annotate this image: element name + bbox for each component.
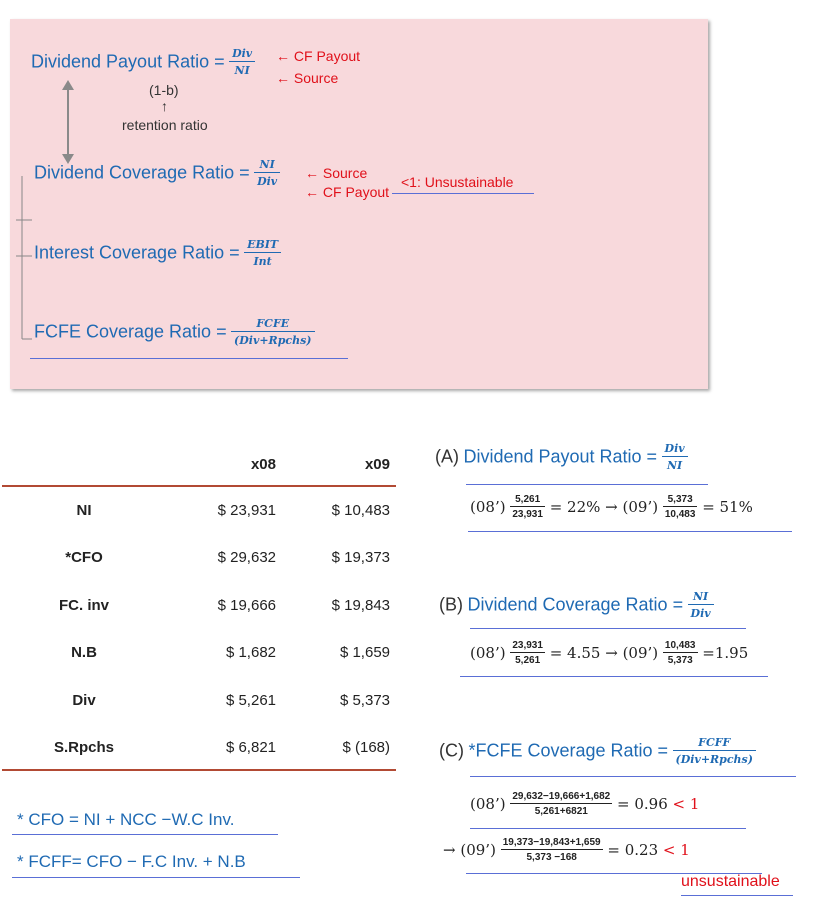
coverage-den-note: ← CF Payout: [305, 184, 390, 200]
row-label: *CFO: [65, 549, 103, 566]
calc-b-label: Dividend Coverage Ratio =: [467, 594, 684, 615]
calc-c-year-09: (09’): [460, 841, 496, 859]
table-bottom-rule: [2, 769, 396, 771]
calc-b-denominator: Div: [690, 607, 711, 620]
fcfe-label: FCFE Coverage Ratio =: [34, 321, 227, 342]
payout-label: Dividend Payout Ratio =: [31, 51, 225, 72]
calc-c-verdict: unsustainable: [681, 873, 780, 890]
payout-num-note: ← CF Payout: [276, 48, 361, 64]
interest-denominator: Int: [253, 255, 272, 268]
calc-b-year-08: (08’): [470, 644, 506, 662]
row-label: S.Rpchs: [53, 739, 114, 756]
calc-c-numerator: FCFF: [673, 736, 756, 751]
fcff-note-underline: [12, 877, 300, 878]
calc-a-year-08: (08’): [470, 498, 506, 516]
calc-b-prefix: (B): [439, 594, 463, 615]
calc-c-fraction-09: [501, 837, 603, 863]
calc-b-title: [439, 590, 714, 620]
calc-b-fraction-08: [510, 640, 545, 666]
calc-c-label: *FCFE Coverage Ratio =: [468, 740, 669, 761]
calc-c-n08: 29,632−19,666+1,682: [512, 791, 611, 802]
calc-a-d08: 23,931: [512, 509, 543, 520]
row-label: N.B: [71, 644, 97, 661]
interest-fraction: [244, 238, 281, 268]
coverage-bracket: [14, 176, 36, 342]
calc-a-denominator: NI: [666, 459, 683, 472]
calc-a-result-09: = 51%: [702, 498, 753, 516]
calc-c-arrow: →: [443, 841, 456, 859]
row-label: FC. inv: [58, 597, 109, 614]
cell-x09: $ 10,483: [331, 502, 390, 519]
calc-a-d09: 10,483: [664, 509, 696, 520]
calc-b-d09: 5,373: [667, 655, 693, 666]
calc-a-title-underline: [466, 484, 708, 485]
cell-x09: $ 19,373: [331, 549, 390, 566]
cell-x08: $ 29,632: [217, 549, 276, 566]
payout-den-note: ← Source: [276, 70, 339, 86]
calc-c-verdict-underline: [681, 895, 793, 896]
cell-x08: $ 19,666: [217, 597, 276, 614]
calc-b-values-underline: [460, 676, 768, 677]
calc-b-fraction: [688, 590, 714, 620]
calc-b-n09: 10,483: [664, 640, 696, 651]
row-label: NI: [76, 502, 92, 519]
table-top-rule: [2, 485, 396, 487]
calc-b-values: [470, 640, 748, 666]
coverage-denominator: Div: [257, 175, 278, 188]
payout-numerator: Div: [229, 47, 255, 62]
cell-x09: $ 5,373: [339, 692, 390, 709]
retention-ratio-label: retention ratio: [122, 117, 208, 133]
calc-b-d08: 5,261: [515, 655, 541, 666]
fcfe-formula: [34, 317, 315, 347]
calc-a-fraction-09: [663, 494, 698, 520]
calc-a-numerator: Div: [662, 442, 688, 457]
calc-b-result-09: =1.95: [702, 644, 749, 662]
calc-c-values-09: [443, 837, 690, 863]
calc-c-d09: 5,373 −168: [526, 852, 577, 863]
cell-x09: $ (168): [342, 739, 390, 756]
calc-a-n08: 5,261: [510, 494, 545, 507]
calc-b-year-09: (09’): [622, 644, 659, 662]
calc-a-label: Dividend Payout Ratio =: [463, 446, 658, 467]
col-header-x08: x08: [250, 456, 276, 473]
calc-c-prefix: (C): [439, 740, 464, 761]
cell-x08: $ 1,682: [225, 644, 276, 661]
calc-b-title-underline: [470, 628, 746, 629]
calc-b-result-08: = 4.55 →: [549, 644, 623, 662]
coverage-fraction: [254, 158, 280, 188]
fcfe-fraction: [231, 317, 314, 347]
fcfe-numerator: FCFE: [231, 317, 314, 332]
calc-c-result-08: = 0.96: [617, 795, 673, 813]
calc-a-prefix: (A): [435, 446, 459, 467]
cell-x08: $ 6,821: [225, 739, 276, 756]
interest-formula: [34, 238, 281, 268]
calc-a-result-08: = 22% →: [549, 498, 623, 516]
calc-c-fraction-08: [510, 791, 612, 817]
calc-c-values-08: [470, 791, 699, 817]
cell-x08: $ 23,931: [217, 502, 276, 519]
coverage-label: Dividend Coverage Ratio =: [34, 162, 250, 183]
coverage-underline: [392, 193, 534, 194]
payout-fraction: [229, 47, 255, 77]
cell-x09: $ 19,843: [331, 597, 390, 614]
calc-c-lt-08: < 1: [672, 795, 700, 813]
interest-numerator: EBIT: [244, 238, 281, 253]
calc-a-fraction-08: [510, 494, 545, 520]
row-label: Div: [72, 692, 96, 709]
calc-c-n09: 19,373−19,843+1,659: [502, 837, 601, 848]
calc-a-values: [470, 494, 753, 520]
cfo-note-underline: [12, 834, 278, 835]
calc-a-n09: 5,373: [663, 494, 698, 507]
cell-x08: $ 5,261: [225, 692, 276, 709]
fcfe-underline: [30, 358, 348, 359]
fcff-note: * FCFF= CFO − F.C Inv. + N.B: [17, 852, 246, 871]
calc-c-denominator: (Div+Rpchs): [675, 753, 753, 766]
calc-a-values-underline: [468, 531, 792, 532]
calc-a-year-09: (09’): [622, 498, 659, 516]
coverage-formula: [34, 158, 280, 188]
coverage-side-note: <1: Unsustainable: [401, 174, 514, 190]
cell-x09: $ 1,659: [339, 644, 390, 661]
calc-c-year-08: (08’): [470, 795, 506, 813]
payout-denominator: NI: [234, 64, 250, 77]
calc-c-title-underline: [470, 776, 796, 777]
calc-b-fraction-09: [663, 640, 698, 666]
up-arrow-icon: ↑: [161, 98, 168, 114]
one-minus-b: (1-b): [149, 82, 179, 98]
coverage-num-note: ← Source: [305, 165, 368, 181]
double-arrow-icon: [60, 80, 76, 164]
calc-c-values-08-underline: [470, 828, 746, 829]
col-header-x09: x09: [364, 456, 390, 473]
calc-c-result-09: = 0.23: [607, 841, 663, 859]
calc-b-numerator: NI: [688, 590, 714, 605]
calc-c-fraction: [673, 736, 756, 766]
calc-c-title: [439, 736, 756, 766]
fcfe-denominator: (Div+Rpchs): [234, 334, 312, 347]
calc-c-lt-09: < 1: [662, 841, 690, 859]
calc-a-fraction: [662, 442, 688, 472]
interest-label: Interest Coverage Ratio =: [34, 242, 240, 263]
cfo-note: * CFO = NI + NCC −W.C Inv.: [17, 810, 235, 829]
payout-formula: [31, 47, 255, 77]
calc-c-d08: 5,261+6821: [534, 806, 588, 817]
calc-b-n08: 23,931: [512, 640, 543, 651]
coverage-numerator: NI: [254, 158, 280, 173]
calc-a-title: [435, 442, 688, 472]
